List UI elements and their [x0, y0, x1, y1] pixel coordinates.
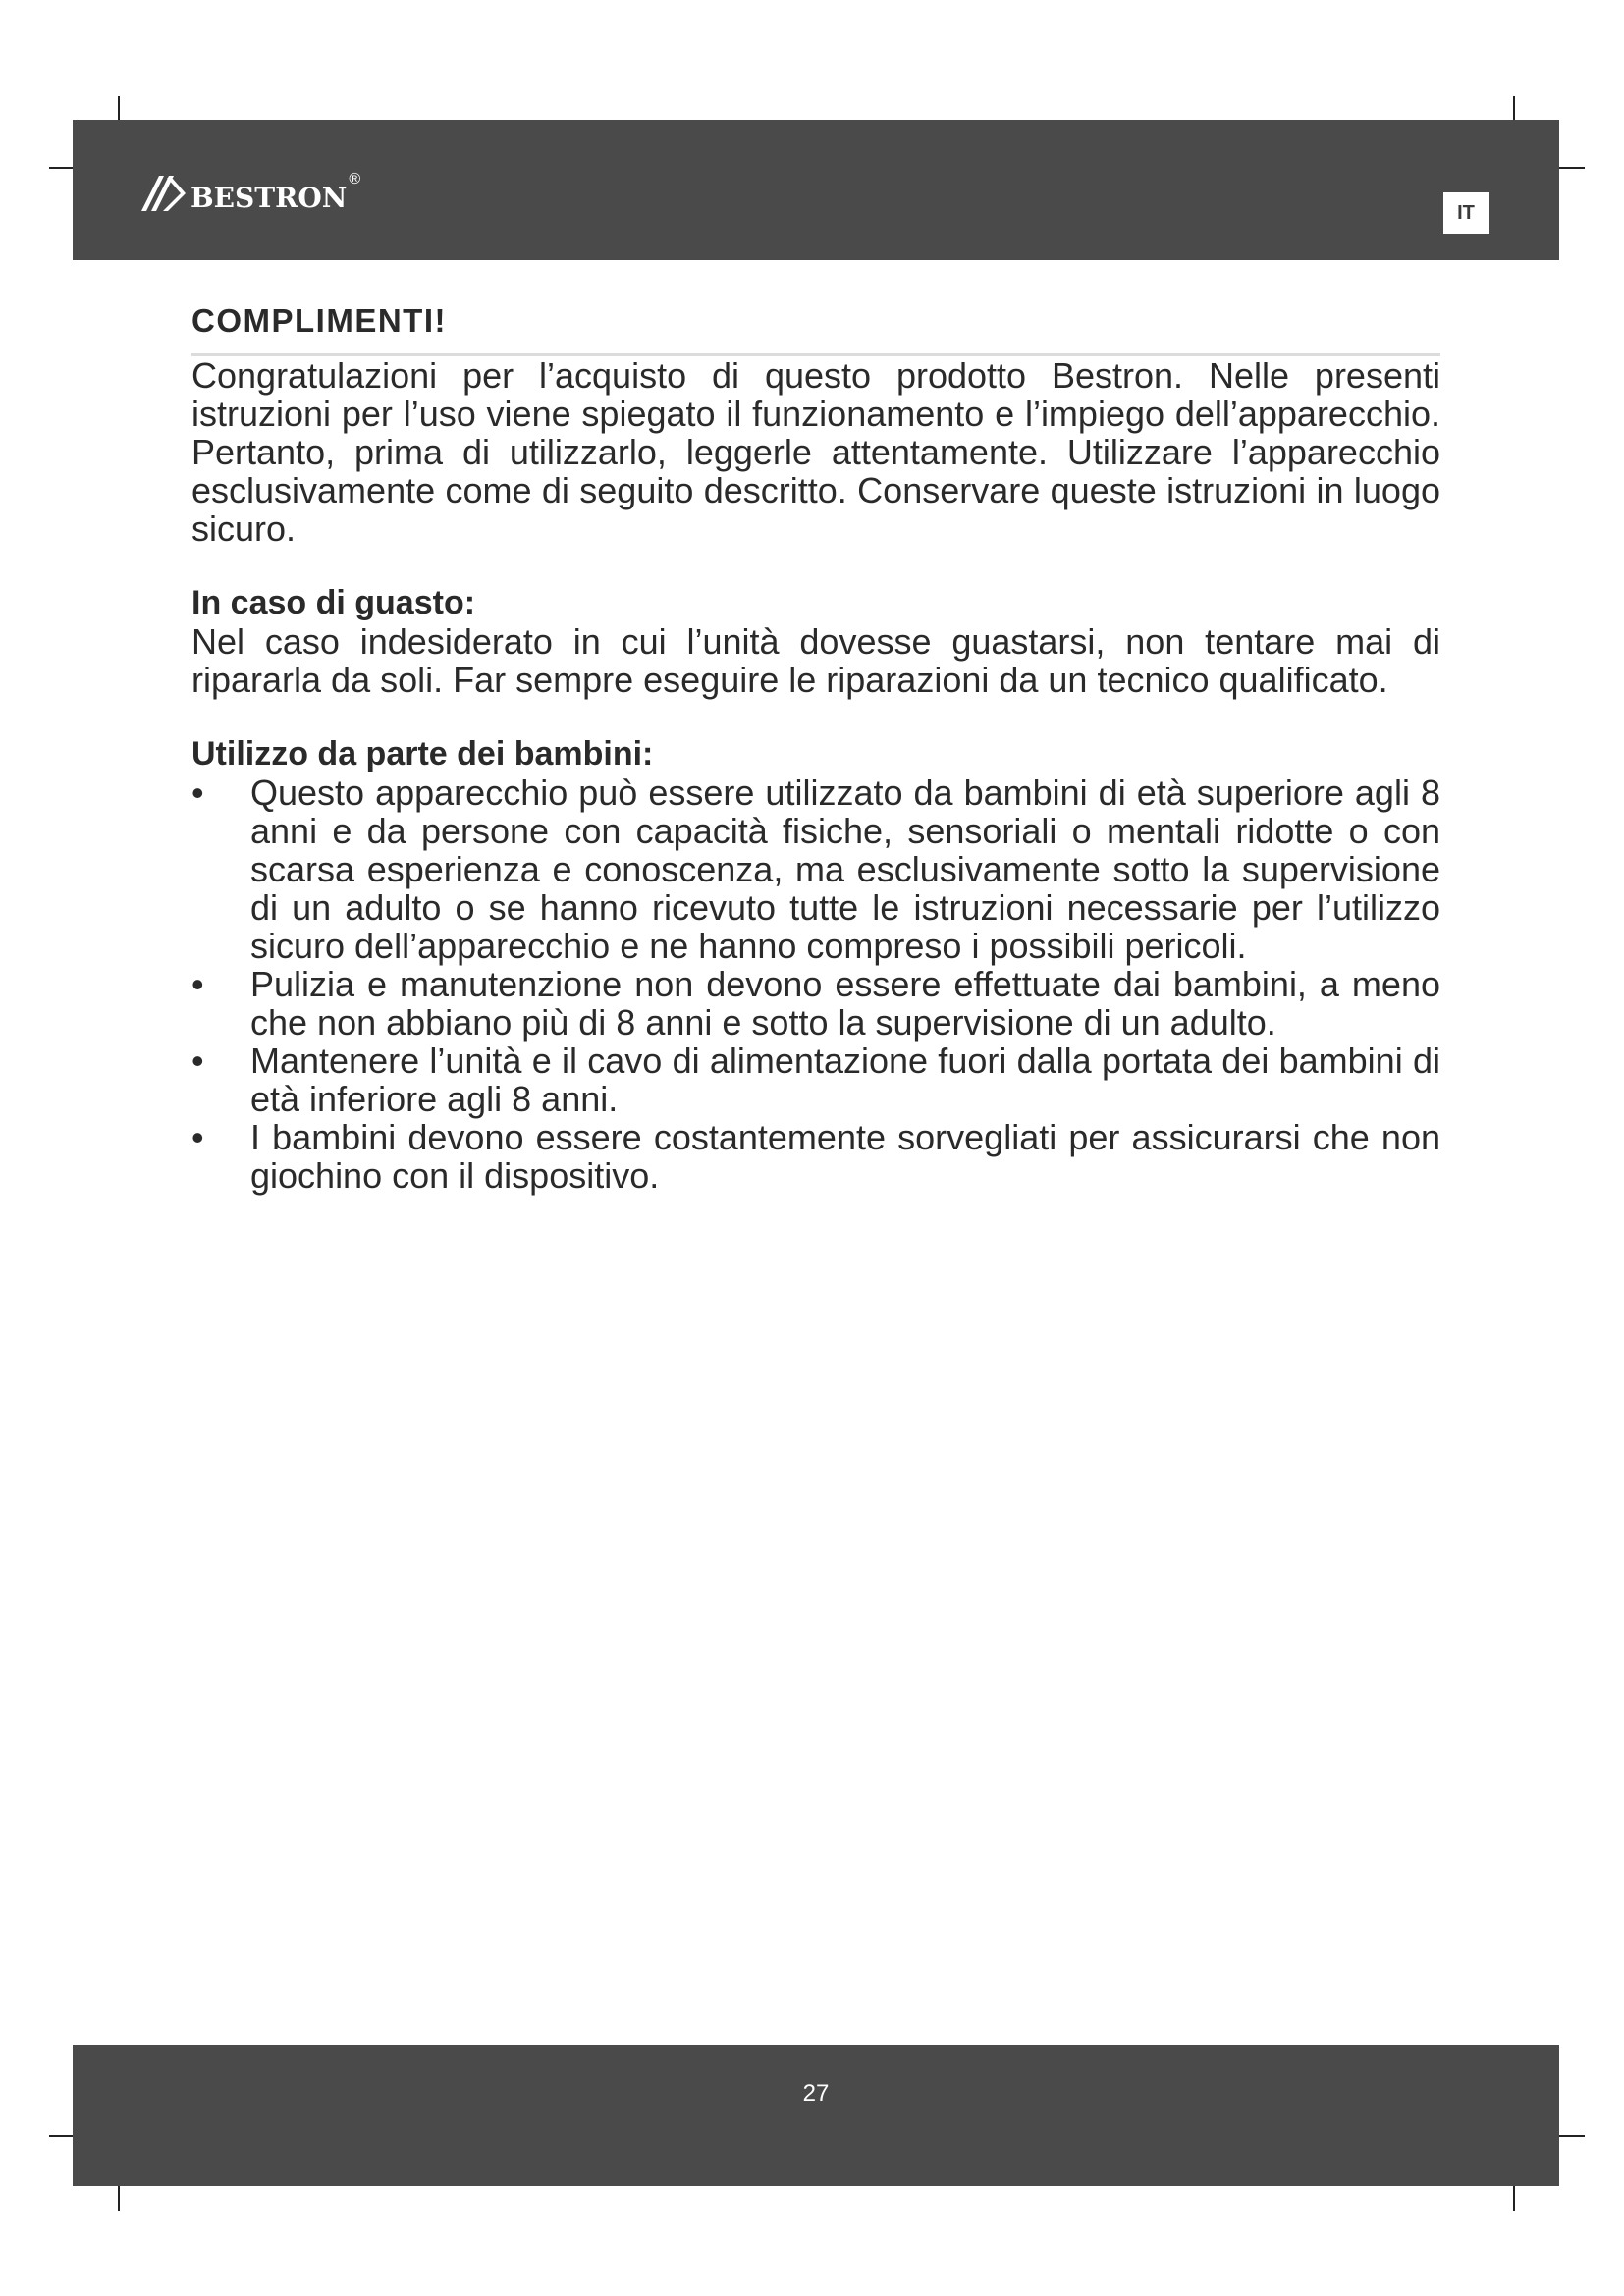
brand-logo	[139, 159, 360, 228]
list-item-text: I bambini devono essere costantemente sorvegliati per assicurarsi che non giochino con il dispositivo.	[250, 1117, 1440, 1196]
section-heading-children: Utilizzo da parte dei bambini:	[191, 735, 654, 773]
language-badge: IT	[1443, 192, 1489, 234]
brand-name: bestron	[190, 170, 348, 217]
list-item	[191, 1041, 1440, 1118]
bullet-icon: •	[191, 1117, 204, 1157]
header-bar	[73, 120, 1559, 260]
bullet-icon: •	[191, 1041, 204, 1081]
intro-paragraph: Congratulazioni per l’acquisto di questo prodotto Bestron. Nelle presenti istruzioni per l’uso viene spiegato il funzionamento e l’impiego dell’apparecchio. Pertanto, prima di utilizzarlo, leggerle attentamente. Utilizzare l’apparecchio esclusivamente come di seguito descritto. Conservare queste istruzioni in luogo sicuro.	[191, 355, 1440, 549]
bullet-icon: •	[191, 773, 204, 813]
bullet-icon: •	[191, 964, 204, 1004]
malfunction-paragraph: Nel caso indesiderato in cui l’unità dovesse guastarsi, non tentare mai di ripararla da soli. Far sempre eseguire le riparazioni da un tecnico qualificato.	[191, 621, 1440, 700]
list-item-text: Pulizia e manutenzione non devono essere effettuate dai bambini, a meno che non abbiano più di 8 anni e sotto la supervisione di un adulto.	[250, 964, 1440, 1042]
list-item	[191, 774, 1440, 965]
page-content	[191, 294, 1440, 1195]
registered-mark: ®	[349, 171, 361, 187]
list-item	[191, 965, 1440, 1041]
children-bullet-list	[191, 774, 1440, 1195]
chevron-logo-icon	[139, 172, 187, 215]
page-title: COMPLIMENTI!	[191, 302, 1440, 356]
page-number: 27	[802, 2080, 830, 2107]
list-item-text: Questo apparecchio può essere utilizzato da bambini di età superiore agli 8 anni e da persone con capacità fisiche, sensoriali o mentali ridotte o con scarsa esperienza e conoscenza, ma esclusivamente sotto la supervisione di un adulto o se hanno ricevuto tutte le istruzioni necessarie per l’utilizzo sicuro dell’apparecchio e ne hanno compreso i possibili pericoli.	[250, 773, 1440, 966]
section-heading-malfunction: In caso di guasto:	[191, 584, 476, 621]
list-item-text: Mantenere l’unità e il cavo di alimentazione fuori dalla portata dei bambini di età inferiore agli 8 anni.	[250, 1041, 1440, 1119]
list-item	[191, 1118, 1440, 1195]
footer-bar	[73, 2045, 1559, 2186]
